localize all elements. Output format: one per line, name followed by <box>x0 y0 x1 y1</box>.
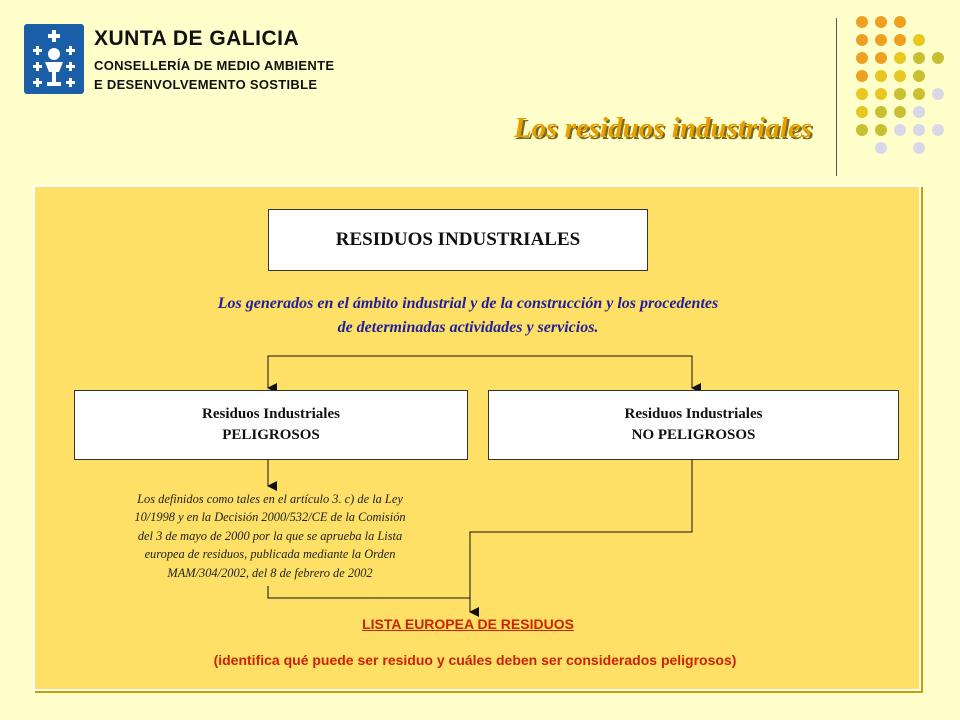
note-line: Los definidos como tales en el artículo 3. c) de la Ley <box>137 492 403 506</box>
lista-europea-subtitle: (identifica qué puede ser residuo y cuáles deben ser considerados peligrosos) <box>213 652 737 668</box>
definition-line-2: de determinadas actividades y servicios. <box>337 319 599 336</box>
peligrosos-box <box>74 390 468 460</box>
peligrosos-line-2: PELIGROSOS <box>222 427 320 443</box>
note-line: europea de residuos, publicada mediante la Orden <box>144 547 396 562</box>
no-peligrosos-box <box>488 390 899 460</box>
peligrosos-definition-note <box>84 490 456 582</box>
split-connector <box>268 356 692 388</box>
peligrosos-line-1: Residuos Industriales <box>202 406 340 422</box>
logo-subtitle-line2: E DESENVOLVEMENTO SOSTIBLE <box>94 77 318 92</box>
slide-title: Los residuos industriales <box>513 112 812 144</box>
note-line: MAM/304/2002, del 8 de febrero de 2002 <box>167 565 373 580</box>
definition-line-1: Los generados en el ámbito industrial y de la construcción y los procedentes <box>217 295 719 312</box>
note-line: 10/1998 y en la Decisión 2000/532/CE de la Comisión <box>134 510 406 525</box>
no-peligrosos-line-1: Residuos Industriales <box>624 406 763 422</box>
note-line: del 3 de mayo de 2000 por la que se aprueba la Lista <box>137 528 403 543</box>
no-peligrosos-to-lista-connector <box>470 458 692 612</box>
no-peligrosos-line-2: NO PELIGROSOS <box>631 427 756 443</box>
note-to-lista-connector <box>268 586 470 598</box>
residuos-industriales-box: RESIDUOS INDUSTRIALES <box>268 209 648 271</box>
lista-europea-title: LISTA EUROPEA DE RESIDUOS <box>362 616 574 632</box>
logo-subtitle-line1: CONSELLERÍA DE MEDIO AMBIENTE <box>94 58 335 73</box>
logo-title: XUNTA DE GALICIA <box>94 27 300 50</box>
